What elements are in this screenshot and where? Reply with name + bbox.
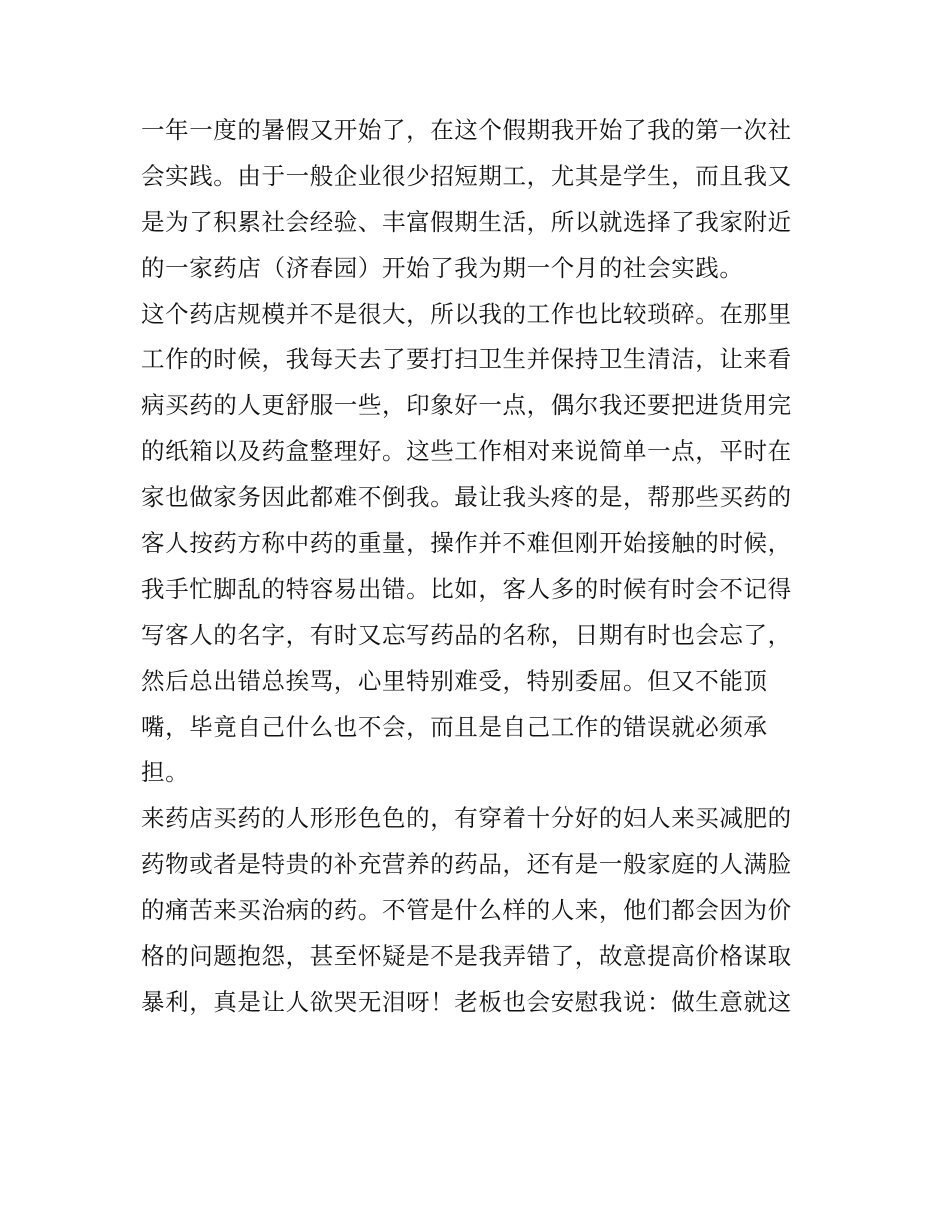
paragraph-2-line-1: 这个药店规模并不是很大，所以我的工作也比较琐碎。在那里: [141, 299, 792, 328]
paragraph-2-line-8: 写客人的名字，有时又忘写药品的名称，日期有时也会忘了，: [141, 620, 792, 649]
paragraph-2-line-2: 工作的时候，我每天去了要打扫卫生并保持卫生清洁，让来看: [141, 345, 792, 374]
paragraph-3-line-2: 药物或者是特贵的补充营养的药品，还有是一般家庭的人满脸: [141, 850, 792, 879]
paragraph-3-line-1: 来药店买药的人形形色色的，有穿着十分好的妇人来买减肥的: [141, 804, 792, 833]
paragraph-1-line-2: 会实践。由于一般企业很少招短期工，尤其是学生，而且我又: [141, 161, 792, 190]
paragraph-1-line-1: 一年一度的暑假又开始了，在这个假期我开始了我的第一次社: [141, 116, 792, 144]
paragraph-2-line-7: 我手忙脚乱的特容易出错。比如，客人多的时候有时会不记得: [141, 574, 792, 603]
document-body: [141, 108, 821, 1026]
paragraph-1-line-3: 是为了积累社会经验、丰富假期生活，所以就选择了我家附近: [141, 207, 792, 236]
paragraph-3-line-3: 的痛苦来买治病的药。不管是什么样的人来，他们都会因为价: [141, 896, 792, 925]
paragraph-2-line-6: 客人按药方称中药的重量，操作并不难但刚开始接触的时候，: [141, 529, 792, 558]
paragraph-1-line-4: 的一家药店（济春园）开始了我为期一个月的社会实践。: [141, 253, 744, 282]
paragraph-2-line-4: 的纸箱以及药盒整理好。这些工作相对来说简单一点，平时在: [141, 437, 792, 466]
paragraph-2-line-3: 病买药的人更舒服一些，印象好一点，偶尔我还要把进货用完: [141, 391, 792, 420]
paragraph-3-line-5: 暴利，真是让人欲哭无泪呀！老板也会安慰我说：做生意就这: [141, 987, 792, 1016]
paragraph-2-line-11: 担。: [141, 758, 190, 787]
paragraph-2-line-10: 嘴，毕竟自己什么也不会，而且是自己工作的错误就必须承: [141, 712, 768, 741]
paragraph-3-line-4: 格的问题抱怨，甚至怀疑是不是我弄错了，故意提高价格谋取: [141, 942, 792, 971]
paragraph-2-line-9: 然后总出错总挨骂，心里特别难受，特别委屈。但又不能顶: [141, 666, 768, 695]
paragraph-2-line-5: 家也做家务因此都难不倒我。最让我头疼的是，帮那些买药的: [141, 483, 792, 512]
